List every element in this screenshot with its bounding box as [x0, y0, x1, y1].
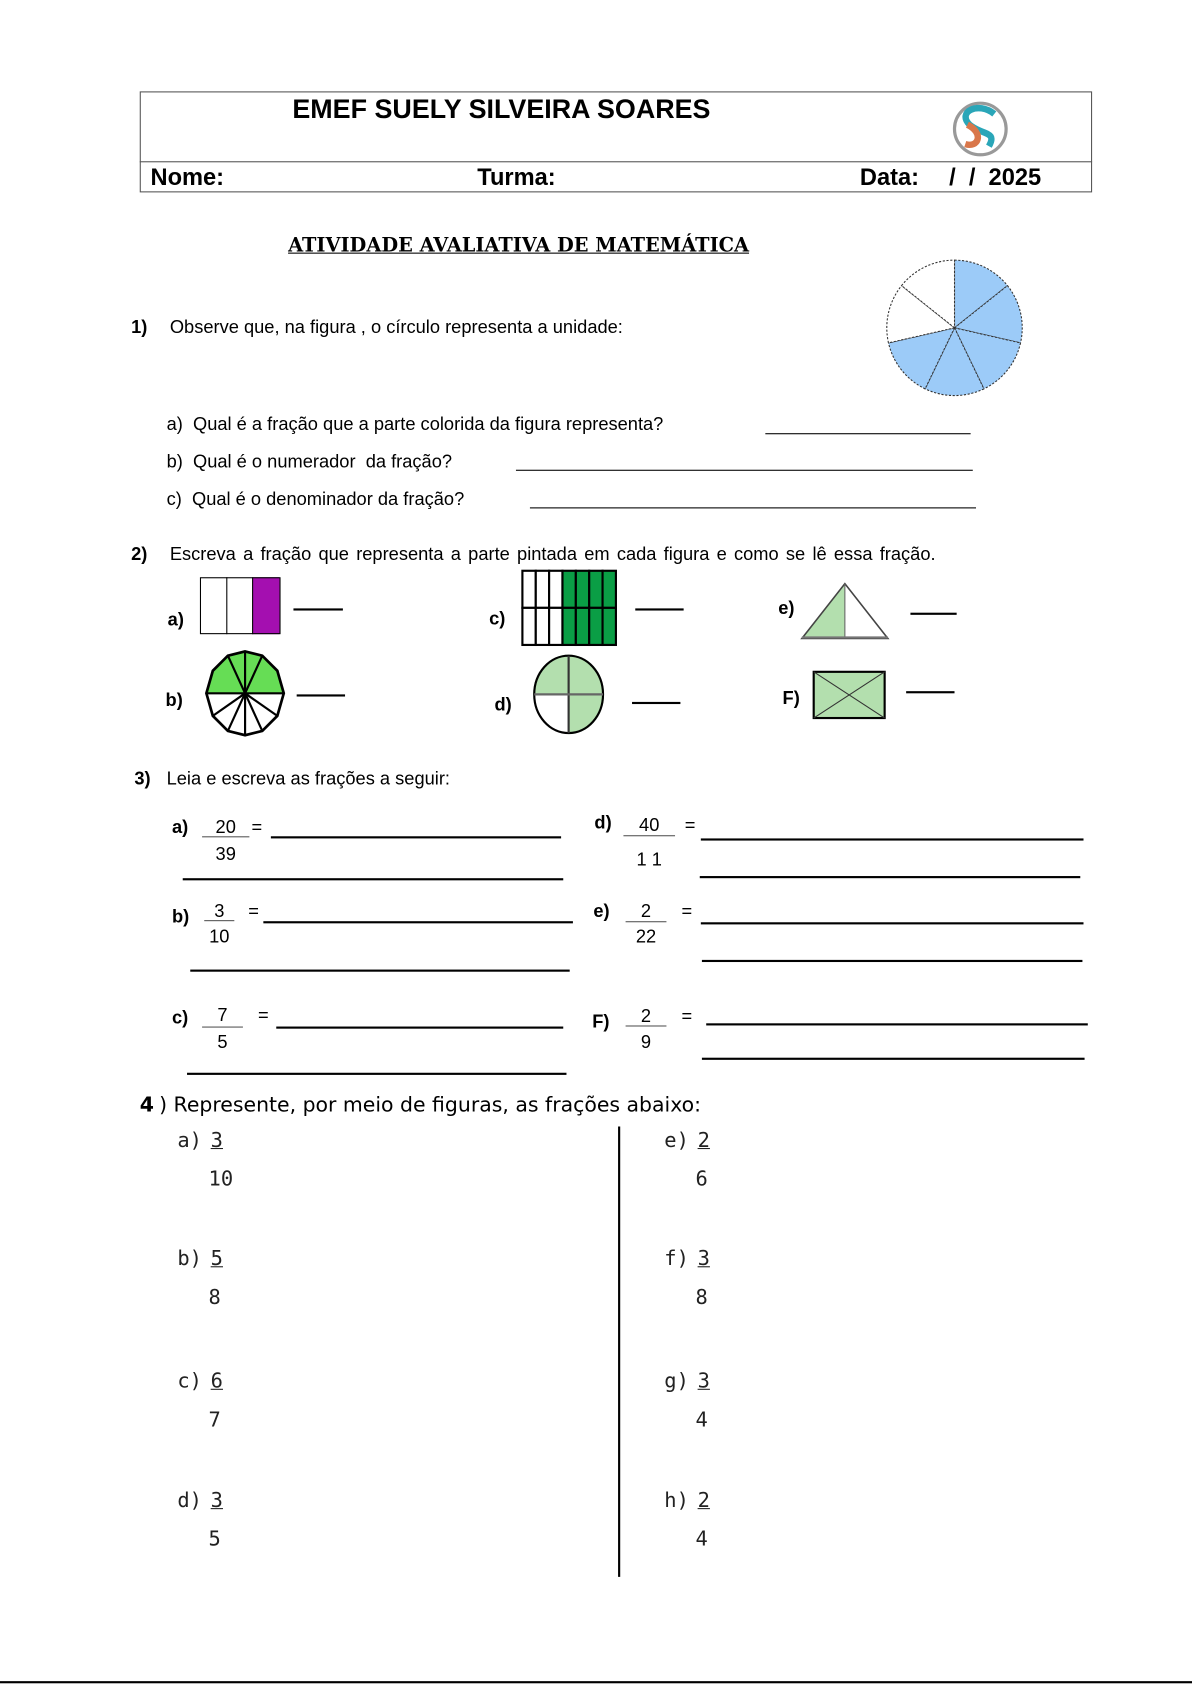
answer-line[interactable]: [276, 1027, 563, 1029]
fraction-denominator: 8: [208, 1285, 221, 1310]
equals-sign: =: [681, 1006, 693, 1027]
fraction-denominator: 39: [215, 843, 236, 865]
fraction-denominator: 7: [208, 1408, 221, 1432]
answer-line[interactable]: [700, 876, 1081, 878]
q1-item-c: c) Qual é o denominador da fração?: [166, 489, 465, 510]
fraction-denominator: 8: [695, 1285, 708, 1310]
fig-triangle: [802, 584, 888, 639]
fraction-numerator: 20: [215, 816, 236, 838]
q2-text: Escreva a fração que representa a parte pintada em cada figura e como se lê essa fração.: [169, 543, 936, 565]
q2-label-b: b): [165, 690, 183, 711]
q2-label-d: d): [494, 694, 512, 715]
answer-line[interactable]: [702, 1058, 1085, 1060]
answer-line[interactable]: [632, 702, 680, 704]
q1-item-a: a) Qual é a fração que a parte colorida da figura representa?: [166, 413, 664, 435]
q2-label-f: F): [782, 687, 800, 709]
fraction-bar: [202, 1027, 243, 1028]
fraction-denominator: 5: [217, 1031, 228, 1053]
answer-line[interactable]: [530, 507, 976, 508]
answer-line[interactable]: [906, 691, 954, 693]
fraction-denominator: 10: [208, 1167, 234, 1191]
fig-octagon: [204, 651, 286, 735]
answer-line[interactable]: [701, 922, 1084, 924]
q2-label-a: a): [167, 609, 184, 630]
q4-item-label: e): [664, 1128, 689, 1153]
grid-cell: [562, 571, 575, 608]
fraction-denominator: 6: [695, 1167, 708, 1191]
q4-item-label: b): [177, 1246, 202, 1271]
name-label: Nome:: [150, 163, 225, 191]
answer-line[interactable]: [187, 1073, 566, 1075]
equals-sign: =: [681, 900, 693, 922]
grid-cell: [589, 608, 602, 645]
answer-line[interactable]: [635, 608, 683, 610]
grid-cell: [576, 571, 589, 608]
fraction-numerator: 3: [697, 1369, 710, 1394]
fig-ellipse-quarters: [533, 655, 604, 735]
grid-cell: [562, 608, 575, 645]
fraction-bar: [623, 835, 675, 836]
q4-item-label: d): [177, 1488, 202, 1513]
fraction-bar: [204, 920, 234, 921]
school-name: EMEF SUELY SILVEIRA SOARES: [292, 94, 711, 125]
fig-grid: [522, 571, 616, 645]
header-divider: [140, 161, 1092, 162]
date-value: / / 2025: [949, 163, 1042, 191]
school-logo: [935, 99, 1026, 161]
answer-line[interactable]: [297, 694, 345, 696]
fraction-bar: [626, 921, 667, 922]
q2-label-e: e): [778, 597, 795, 619]
grid-cell: [603, 571, 616, 608]
answer-line[interactable]: [516, 470, 973, 471]
answer-line[interactable]: [910, 613, 956, 615]
fraction-numerator: 7: [217, 1005, 228, 1026]
fraction-denominator: 1 1: [636, 849, 662, 870]
grid-cell: [549, 608, 562, 645]
answer-line[interactable]: [765, 433, 970, 434]
equals-sign: =: [248, 900, 259, 922]
fig-rectangle-diagonals: [813, 671, 886, 719]
grid-cell: [522, 571, 535, 608]
equals-sign: =: [257, 1005, 269, 1026]
q4-item-label: h): [664, 1488, 689, 1513]
pie-figure: [885, 258, 1025, 398]
answer-line[interactable]: [293, 608, 342, 610]
q3-item-label: e): [593, 900, 610, 922]
q1-text: Observe que, na figura , o círculo representa a unidade:: [169, 317, 623, 338]
grid-cell: [603, 608, 616, 645]
fraction-numerator: 3: [214, 900, 225, 922]
answer-line[interactable]: [263, 921, 573, 923]
fraction-bar: [202, 836, 249, 837]
fraction-numerator: 2: [697, 1128, 710, 1153]
page-bottom-line: [0, 1681, 1192, 1683]
fraction-numerator: 2: [640, 1006, 652, 1027]
answer-line[interactable]: [701, 838, 1084, 840]
fraction-numerator: 40: [639, 814, 660, 836]
q4-item-label: g): [664, 1369, 689, 1394]
q1-number: 1): [131, 317, 148, 338]
grid-cell: [536, 571, 549, 608]
answer-line[interactable]: [702, 960, 1083, 962]
fraction-numerator: 3: [697, 1246, 710, 1271]
answer-line[interactable]: [706, 1023, 1088, 1025]
q3-item-label: F): [592, 1011, 610, 1032]
column-divider: [618, 1126, 620, 1576]
fraction-denominator: 4: [695, 1527, 708, 1552]
grid-cell: [549, 571, 562, 608]
equals-sign: =: [684, 814, 696, 836]
grid-cell: [536, 608, 549, 645]
q3-item-label: a): [171, 816, 189, 838]
fraction-bar: [626, 1025, 667, 1026]
fraction-denominator: 22: [635, 926, 657, 947]
fig-rectangle-thirds: [200, 577, 281, 634]
q3-text: Leia e escreva as frações a seguir:: [166, 768, 451, 789]
fraction-denominator: 4: [695, 1408, 708, 1432]
fraction-denominator: 5: [208, 1527, 221, 1552]
q3-item-label: d): [594, 812, 612, 834]
fraction-numerator: 3: [210, 1128, 223, 1153]
fraction-numerator: 6: [210, 1369, 223, 1394]
fraction-numerator: 5: [210, 1246, 223, 1271]
answer-line[interactable]: [183, 878, 564, 880]
q4-item-label: c): [177, 1369, 202, 1394]
grid-cell: [522, 608, 535, 645]
fraction-denominator: 10: [209, 926, 230, 947]
page-title: ATIVIDADE AVALIATIVA DE MATEMÁTICA: [288, 234, 750, 257]
grid-cell: [589, 571, 602, 608]
equals-sign: =: [251, 816, 263, 838]
fraction-numerator: 3: [210, 1488, 223, 1513]
grid-cell: [576, 608, 589, 645]
q3-item-label: c): [171, 1007, 189, 1028]
fraction-numerator: 2: [640, 900, 652, 922]
q4-text: ) Represente, por meio de figuras, as frações abaixo:: [159, 1093, 702, 1117]
class-label: Turma:: [477, 163, 556, 191]
q3-item-label: b): [171, 906, 190, 927]
q1-item-b: b) Qual é o numerador da fração?: [166, 451, 453, 472]
q4-item-label: a): [177, 1128, 202, 1153]
date-label: Data:: [859, 163, 920, 191]
q2-number: 2): [131, 543, 148, 565]
answer-line[interactable]: [190, 970, 569, 972]
q3-number: 3): [134, 768, 151, 789]
fraction-denominator: 9: [640, 1031, 652, 1053]
answer-line[interactable]: [271, 836, 561, 838]
fraction-numerator: 2: [697, 1488, 710, 1513]
q2-label-c: c): [489, 608, 506, 629]
q4-item-label: f): [664, 1246, 689, 1271]
q4-number: 4: [139, 1093, 154, 1117]
